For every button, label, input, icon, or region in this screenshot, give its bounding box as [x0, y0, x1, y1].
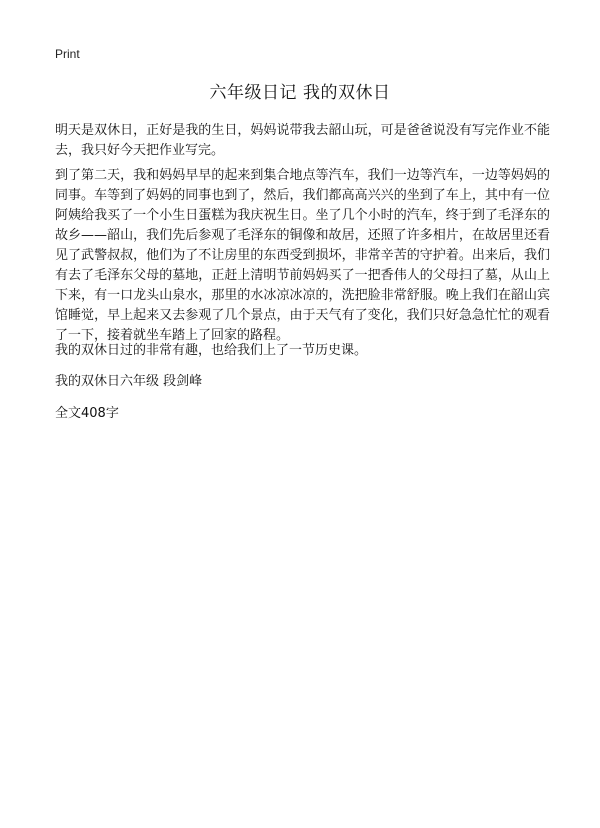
paragraph-intro: 明天是双休日，正好是我的生日，妈妈说带我去韶山玩，可是爸爸说没有写完作业不能去，我只好今天把作业写完。 [55, 123, 550, 158]
paragraph-main: 到了第二天，我和妈妈早早的起来到集合地点等汽车，我们一边等汽车，一边等妈妈的同事。车等到了妈妈的同事也到了，然后，我们都高高兴兴的坐到了车上，其中有一位阿姨给我买了一个小生日蛋糕为我庆祝生日。坐了几个小时的汽车，终于到了毛泽东的故乡——韶山，我们先后参观了毛泽东的铜像和故居，还照了许多相片，在故居里还看见了武警叔叔，他们为了不让房里的东西受到损坏，非常辛苦的守护着。出来后，我们有去了毛泽东父母的墓地，正赶上清明节前妈妈买了一把香伟人的父母扫了墓，从山上下来，有一口龙头山泉水，那里的水冰凉冰凉的，洗把脸非常舒服。晚上我们在韶山宾馆睡觉，早上起来又去参观了几个景点，由于天气有了变化，我们只好急急忙忙的观看了一下，接着就坐车踏上了回家的路程。 [55, 168, 550, 343]
article-title: 六年级日记 我的双休日 [209, 83, 391, 103]
paragraph-conclusion: 我的双休日过的非常有趣，也给我们上了一节历史课。 [55, 343, 368, 358]
print-link[interactable]: Print [55, 47, 80, 61]
author-signature: 我的双休日六年级 段剑峰 [55, 374, 203, 389]
word-count: 全文408字 [55, 406, 119, 421]
